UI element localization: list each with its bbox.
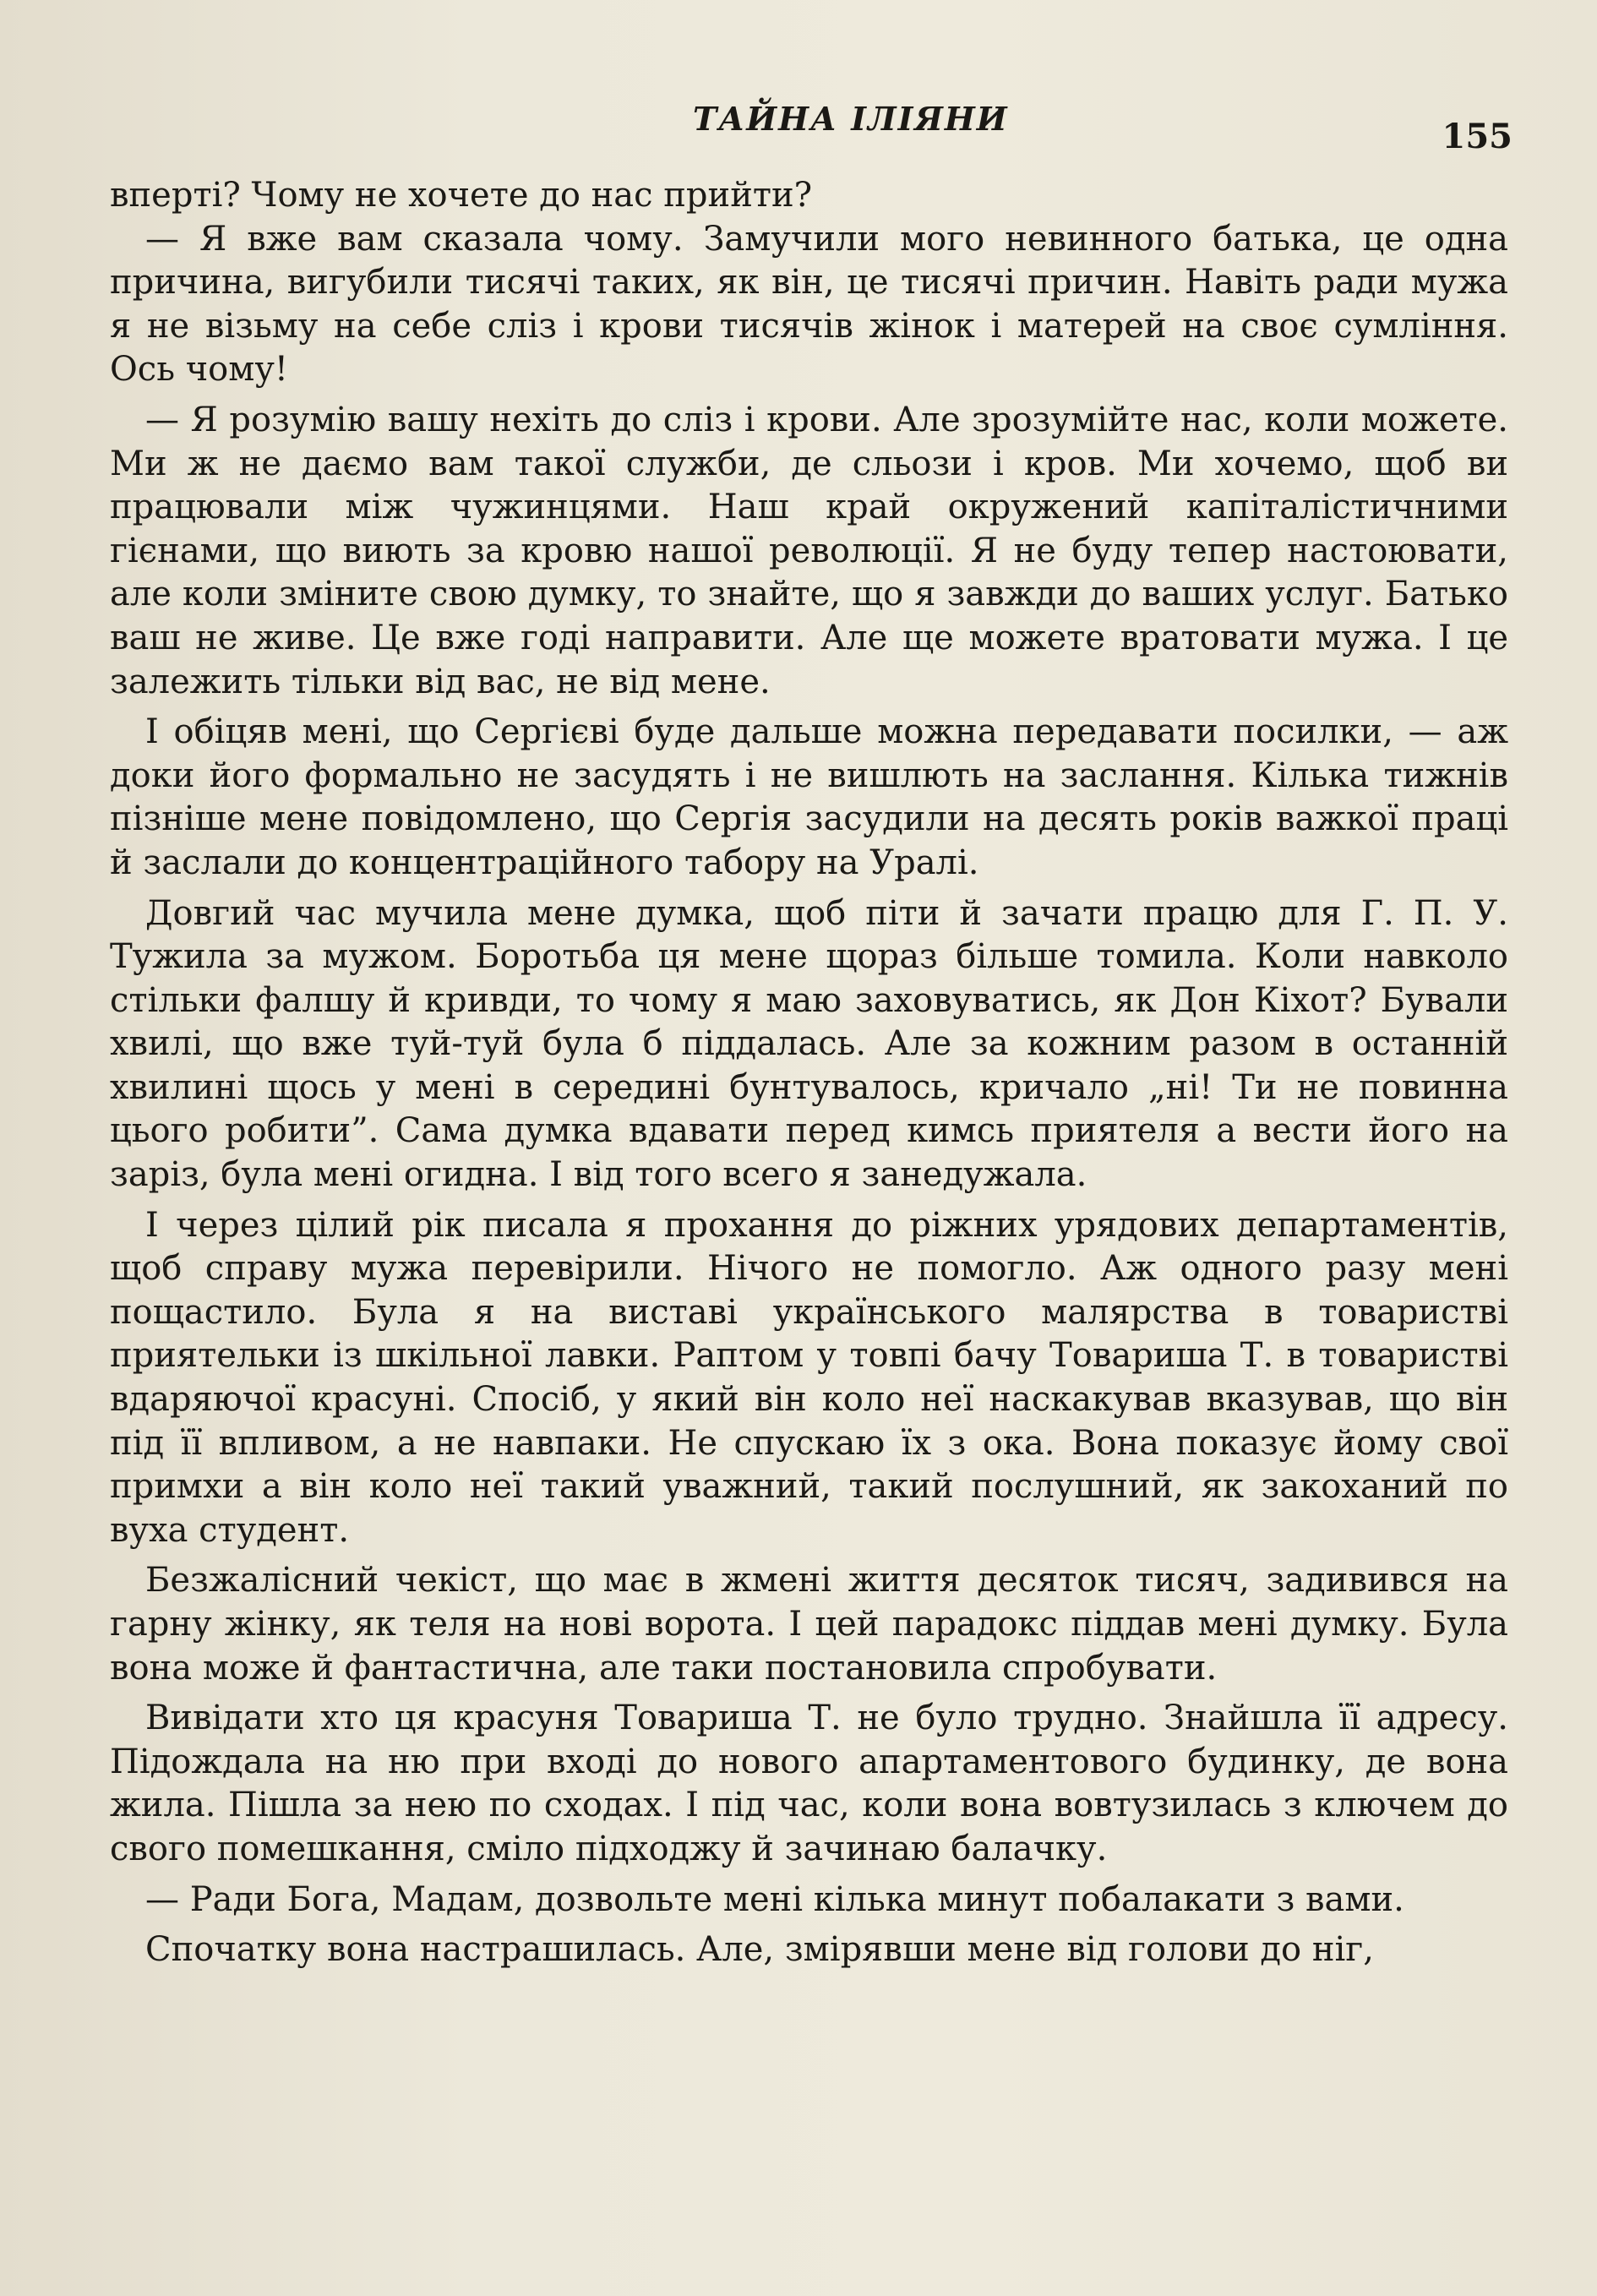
paragraph-6: І через цілий рік писала я прохання до ріжних урядових департаментів, щоб справу мужа перевірили. Нічого не помогло. Аж одного разу мені пощастило. Була я на виставі українського малярства в товаристві приятельки із шкільної лавки. Раптом у товпі бачу Товариша Т. в товаристві вдаряючої красуні. Спосіб, у який він коло неї наскакував вказував, що він під її впливом, а не навпаки. Не спускаю їх з ока. Вона показує йому свої примхи а він коло неї такий уважний, такий послушний, як закоханий по вуха студент. [110,1205,1508,1550]
paragraph-1: вперті? Чому не хочете до нас прийти? [110,176,813,215]
paragraph-4: І обіцяв мені, що Сергієві буде дальше можна передавати посилки, — аж доки його формально не засудять і не вишлють на заслання. Кілька тижнів пізніше мене повідомлено, що Сергія засудили на десять років важкої праці й заслали до концентраційного табору на Уралі. [110,712,1508,882]
paragraph-3: — Я розумію вашу нехіть до сліз і крови. Але зрозумійте нас, коли можете. Ми ж не даємо вам такої служби, де сльози і кров. Ми хочемо, щоб ви працювали між чужинцями. Наш край окружений капіталістичними гієнами, що виють за кровю нашої революції. Я не буду тепер настоювати, але коли зміните свою думку, то знайте, що я завжди до ваших услуг. Батько ваш не живе. Це вже годі направити. Але ще можете вратовати мужа. І це залежить тільки від вас, не від мене. [110,400,1508,701]
page-header [110,100,1513,156]
paragraph-9: — Ради Бога, Мадам, дозвольте мені кілька минут побалакати з вами. [145,1879,1404,1919]
paragraph-7: Безжалісний чекіст, що має в жмені життя десяток тисяч, задивився на гарну жінку, як теля на нові ворота. І цей парадокс піддав мені думку. Була вона може й фантастична, але таки постановила спробувати. [110,1561,1508,1688]
paragraph-2: — Я вже вам сказала чому. Замучили мого невинного батька, це одна причина, вигубили тисячі таких, як він, це тисячі причин. Навіть ради мужа я не візьму на себе сліз і крови тисячів жінок і матерей на своє сумління. Ось чому! [110,219,1508,390]
page-number: 155 [1442,117,1513,156]
paragraph-5: Довгий час мучила мене думка, щоб піти й зачати працю для Г. П. У. Тужила за мужом. Боротьба ця мене щораз більше томила. Коли навколо стільки фалшу й кривди, то чому я маю заховуватись, як Дон Кіхот? Бували хвилі, що вже туй-туй була б піддалась. Але за кожним разом в останній хвилині щось у мені в середині бунтувалось, кричало „ні! Ти не повинна цього робити”. Сама думка вдавати перед кимсь приятеля а вести його на заріз, була мені огидна. І від того всего я занедужала. [110,893,1508,1195]
running-title: ТАЙНА ІЛІЯНИ [693,100,1009,138]
paragraph-10: Спочатку вона настрашилась. Але, змірявши мене від голови до ніг, [145,1930,1374,1970]
body-text [110,174,1508,1972]
paragraph-8: Вивідати хто ця красуня Товариша Т. не було трудно. Знайшла її адресу. Підождала на ню при вході до нового апартаментового будинку, де вона жила. Пішла за нею по сходах. І під час, коли вона вовтузилась з ключем до свого помешкання, сміло підходжу й зачинаю балачку. [110,1699,1508,1868]
